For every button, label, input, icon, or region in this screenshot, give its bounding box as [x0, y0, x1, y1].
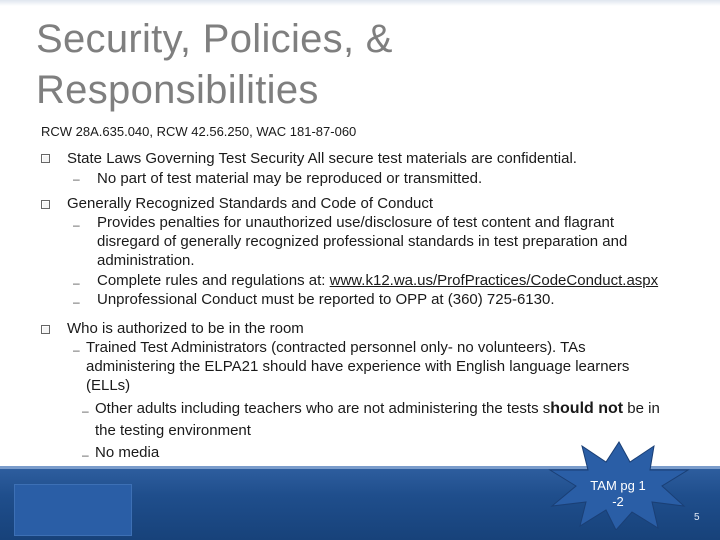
- bullet-2-text: Generally Recognized Standards and Code of Conduct: [67, 195, 434, 212]
- bullet-3-sub-1-line-2: administering the ELPA21 should have experience with English language learners: [86, 358, 630, 375]
- callout-line-2: -2: [612, 494, 624, 509]
- bullet-3-text: Who is authorized to be in the room: [67, 320, 304, 337]
- dash-icon: –: [82, 404, 89, 418]
- bullet-3-sub-1-line-1: Trained Test Administrators (contracted personnel only- no volunteers). TAs: [86, 339, 586, 356]
- bullet-2-sub-2-prefix: Complete rules and regulations at:: [97, 272, 330, 289]
- slide-subtitle: RCW 28A.635.040, RCW 42.56.250, WAC 181-87-060: [41, 124, 357, 139]
- bullet-2-sub-1-line-2: disregard of generally recognized professional standards in test preparation and: [97, 233, 628, 250]
- bullet-3-sub-2-pre: Other adults including teachers who are not administering the tests s: [95, 400, 551, 417]
- bullet-1-sub-1: No part of test material may be reproduced or transmitted.: [97, 170, 483, 187]
- bullet-2-sub-2: [97, 272, 658, 289]
- bullet-3-sub-3: No media: [95, 444, 160, 461]
- dash-icon: –: [73, 343, 80, 357]
- top-gradient-bar: [0, 0, 720, 6]
- dash-icon: –: [73, 172, 80, 186]
- checkbox-bullet-icon: [41, 325, 50, 334]
- callout-text: [566, 478, 670, 510]
- dash-icon: –: [73, 276, 80, 290]
- title-line-2: Responsibilities: [36, 68, 319, 112]
- footer-logo-box: [14, 484, 132, 536]
- bullet-1-text: State Laws Governing Test Security All secure test materials are confidential.: [67, 150, 577, 167]
- dash-icon: –: [73, 295, 80, 309]
- bullet-3-sub-2-post: be in: [623, 400, 660, 417]
- bullet-3-sub-2-bold: hould not: [550, 400, 624, 417]
- code-of-conduct-link[interactable]: www.k12.wa.us/ProfPractices/CodeConduct.aspx: [329, 272, 659, 289]
- slide-title: [36, 14, 676, 116]
- bullet-2-sub-3: Unprofessional Conduct must be reported to OPP at (360) 725-6130.: [97, 291, 555, 308]
- bullet-3-sub-1-line-3: (ELLs): [86, 377, 131, 394]
- checkbox-bullet-icon: [41, 154, 50, 163]
- dash-icon: –: [82, 448, 89, 462]
- bullet-2-sub-1-line-3: administration.: [97, 252, 195, 269]
- bullet-3-sub-2-line-1: [95, 400, 660, 418]
- title-line-1: Security, Policies, &: [36, 17, 393, 61]
- callout-line-1: TAM pg 1: [590, 478, 646, 493]
- checkbox-bullet-icon: [41, 200, 50, 209]
- bullet-2-sub-1-line-1: Provides penalties for unauthorized use/disclosure of test content and flagrant: [97, 214, 614, 231]
- bullet-3-sub-2-line-2: the testing environment: [95, 422, 251, 439]
- page-number: 5: [694, 512, 700, 523]
- dash-icon: –: [73, 218, 80, 232]
